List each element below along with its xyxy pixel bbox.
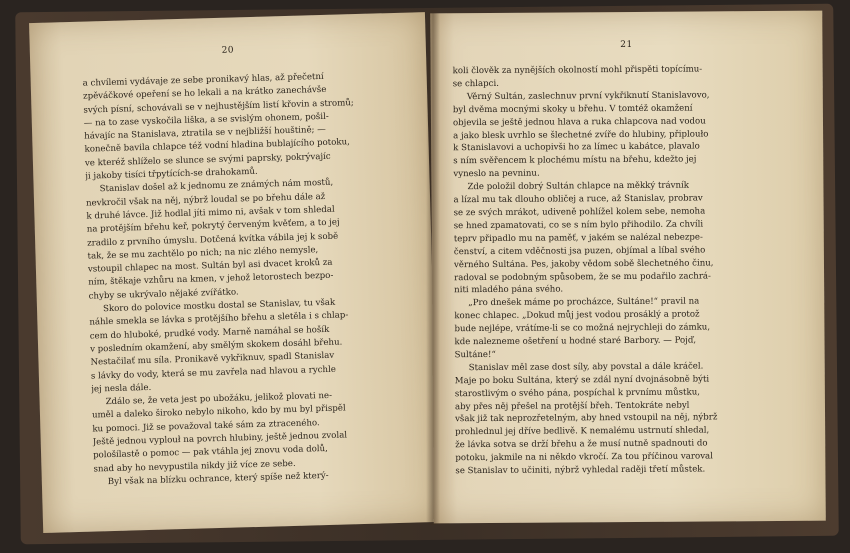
- text-line: zpěváčkové opeření se ho lekali a na krátko zanechávše: [82, 85, 327, 102]
- text-line: Byl však na blízku ochrance, který spíše než který-: [107, 470, 329, 488]
- right-page: [430, 11, 826, 524]
- text-line: Skoro do polovice mostku dostal se Stanislav, tu však: [102, 297, 336, 315]
- text-line: konečně bavila chlapce též vodní hladina bublajícího potoku,: [84, 137, 350, 156]
- text-line: s ním svěřencem k plochému místu na břehu, kdežto jej: [453, 154, 697, 167]
- text-line: čenství, a citem vděčnosti jsa puzen, objímal a líbal svého: [453, 245, 706, 257]
- text-line: se chlapci.: [452, 78, 500, 90]
- text-line: k Stanislavovi a uchopivši ho za límec u kabátce, plavalo: [453, 141, 700, 154]
- text-line: Stanislav měl zase dost síly, aby povstal a dále kráčel.: [468, 361, 704, 373]
- text-line: se ze svých mrákot, udiveně pohlížel kolem sebe, nemoha: [453, 206, 706, 219]
- text-line: Zde položil dobrý Sultán chlapce na měkký trávník: [467, 180, 690, 193]
- text-line: ve kteréž shlíželo se slunce se svými paprsky, pokrývajíc: [84, 151, 331, 169]
- text-line: jej nesla dále.: [91, 382, 152, 395]
- text-line: chyby se ukrývalo nějaké zvířátko.: [88, 287, 239, 302]
- text-line: Ještě jednou vyplouł na povrch hlubiny, ještě jednou zvolal: [92, 430, 348, 448]
- book-gutter: [426, 10, 440, 525]
- text-line: Nestačilať mu síla. Pronikavě vykřiknuv, spadl Stanislav: [90, 351, 335, 368]
- text-line: náhle smekla se lávka s protějšího břehu a sletěla i s chlap-: [89, 310, 349, 328]
- text-line: konec chlapec. „Dokud můj jest vodou prosáklý a protož: [454, 309, 700, 322]
- text-line: k druhé lávce. Již hodlal jíti mimo ni, avšak v tom shledal: [86, 204, 335, 222]
- right-page-text: [453, 63, 784, 478]
- text-line: však již tak neprozřetelným, aby hned vstoupil na něj, nýbrž: [455, 412, 718, 425]
- text-line: že lávka sotva se drží břehu a že musí nutně spadnouti do: [455, 438, 708, 451]
- text-line: a chvílemi vydávaje ze sebe pronikavý hlas, až přečetní: [82, 71, 324, 89]
- text-line: Věrný Sultán, zaslechnuv první vykřiknutí Stanislavovo,: [466, 90, 710, 102]
- text-line: radoval se podobným spůsobem, že se mu podařilo zachrá-: [454, 270, 711, 283]
- text-line: tak, že se mu zachtělo po nich; na nic zlého nemysle,: [87, 245, 319, 262]
- text-line: niti mladého pána svého.: [454, 284, 564, 296]
- left-page-text: [83, 69, 414, 490]
- text-line: a lízal mu tak dlouho obličej a ruce, až Stanislav, probrav: [453, 193, 703, 206]
- text-line: ji jakoby tisíci třpytících-se drahokamů.: [85, 166, 258, 182]
- text-line: hávajíc na Stanislava, ztratila se v nejbližší houštině; —: [84, 125, 326, 142]
- text-line: Stanislav došel až k jednomu ze známých nám mostů,: [99, 178, 334, 195]
- text-line: snad aby ho nevypustila nikdy již více ze sebe.: [93, 458, 296, 475]
- text-line: se hned zpamatovati, co se s ním bylo přihodilo. Za chvíli: [453, 219, 704, 232]
- page-number-left: 20: [221, 45, 235, 56]
- text-line: a jako blesk uvrhlo se šlechetné zvíře do hlubiny, připlouło: [453, 128, 709, 141]
- text-line: vyneslo na pevninu.: [453, 168, 540, 180]
- text-line: svých písní, schovávali se v nejhustějším listí křovin a stromů;: [83, 97, 354, 116]
- text-line: Zdálo se, že veta jest po ubožáku, jelikož plovati ne-: [105, 390, 333, 408]
- text-line: „Pro dnešek máme po procházce, Sultáne!“ pravil na: [468, 296, 700, 309]
- text-line: starostlivým o svého pána, pospíchal k prvnímu můstku,: [454, 387, 700, 399]
- text-line: ku pomoci. Již se považoval také sám za ztraceného.: [92, 417, 320, 435]
- text-line: věrného Sultána. Pes, jakoby vědom sobě šlechetného činu,: [453, 257, 714, 270]
- text-line: Maje po boku Sultána, který se zdál nyní dvojnásobně býti: [454, 374, 710, 386]
- text-line: se Stanislav to učiniti, nýbrž vyhledal raději třetí můstek.: [455, 464, 706, 477]
- text-line: cem do hluboké, prudké vody. Marně namáhal se hošík: [89, 324, 330, 342]
- text-line: uměl a daleko široko nebylo nikoho, kdo by mu byl přispěl: [91, 403, 346, 421]
- text-line: — na to zase vyskočila liška, a se svislým ohonem, pošil-: [83, 111, 329, 129]
- text-line: teprv připadlo mu na paměť, v jakém se nalézal nebezpe-: [453, 232, 703, 244]
- text-line: pološílastě o pomoc — pak vtáhla jej znovu voda dolů,: [93, 444, 328, 461]
- text-line: prohlednul jej dříve bedlivě. K nemalému ustrnutí shledal,: [455, 425, 710, 438]
- text-line: vstoupil chlapec na most. Sultán byl asi dvacet kroků za: [87, 257, 333, 275]
- text-line: koli člověk za nynějších okolností mohl přispěti topícímu-: [452, 64, 703, 77]
- text-line: objevila se ještě jednou hlava a ruka chlapcova nad vodou: [452, 116, 706, 128]
- text-line: aby přes něj přešel na protější břeh. Tentokráte nebyl: [454, 400, 690, 412]
- page-number-right: 21: [620, 39, 633, 51]
- text-line: byl dvěma mocnými skoky u břehu. V tomtéž okamžení: [452, 103, 693, 115]
- text-line: nevkročil však na něj, nýbrž loudal se po břehu dále až: [85, 191, 326, 209]
- left-page: [29, 12, 439, 533]
- text-line: na protějším břehu keř, pokrytý červeným kvěťem, a to jej: [86, 217, 340, 235]
- text-line: ním, štěkaje vzhůru na kmen, v jehož letorostech bezpo-: [88, 271, 334, 289]
- text-line: zradilo z prvního úmyslu. Dotčená kvítka vábila jej k sobě: [87, 231, 339, 249]
- text-line: v posledním okamžení, aby smělým skokem dosáhl břehu.: [90, 337, 343, 355]
- text-line: bude nejlépe, vrátíme-li se co možná nejrychleji do zámku,: [454, 322, 711, 335]
- text-line: kde nalezneme ošetření u hodné staré Barbory. — Pojď,: [454, 335, 697, 348]
- text-line: potoku, jakmile na ni někdo vkročí. Za tou příčinou varoval: [455, 451, 713, 464]
- text-line: Sultáne!“: [454, 349, 496, 361]
- text-line: s lávky do vody, která se mu zavřela nad hlavou a rychle: [90, 364, 336, 382]
